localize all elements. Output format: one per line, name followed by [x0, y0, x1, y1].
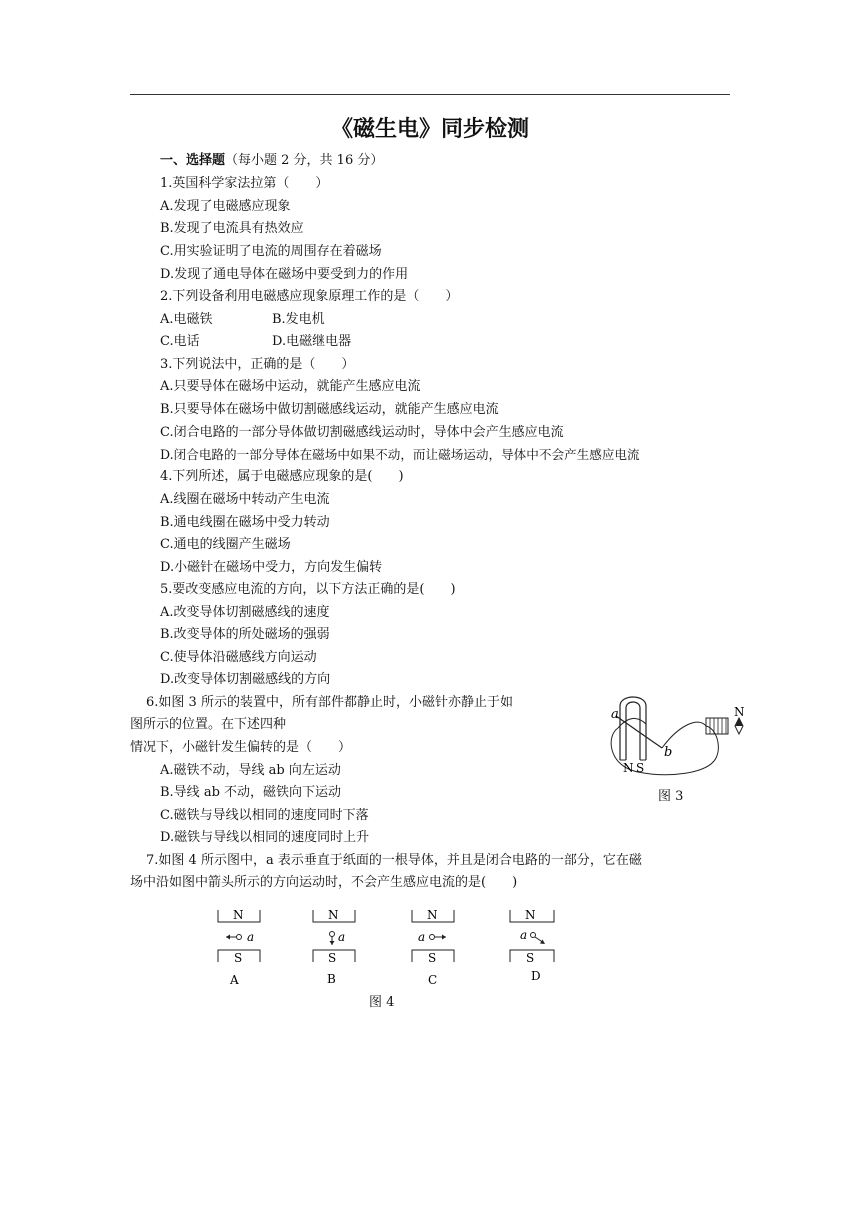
q2-option-b: B.发电机 [272, 312, 325, 327]
q1-option-b: B.发现了电流具有热效应 [160, 221, 304, 236]
fig4-a-label: A [230, 973, 239, 987]
q5-option-d: D.改变导体切割磁感线的方向 [160, 672, 331, 687]
q5-option-c: C.使导体沿磁感线方向运动 [160, 650, 317, 665]
q3-option-a: A.只要导体在磁场中运动，就能产生感应电流 [160, 379, 421, 394]
q7-stem-line2: 场中沿如图中箭头所示的方向运动时，不会产生感应电流的是( ) [130, 875, 518, 890]
q6-option-c: C.磁铁与导线以相同的速度同时下落 [160, 808, 369, 823]
fig4-a-top: N [233, 908, 244, 922]
fig4-a-conductor: a [247, 930, 255, 944]
q3-option-b: B.只要导体在磁场中做切割磁感线运动，就能产生感应电流 [160, 402, 499, 417]
q5-option-a: A.改变导体切割磁感线的速度 [160, 605, 330, 620]
fig4-panel-c [412, 908, 454, 987]
q1-option-a: A.发现了电磁感应现象 [160, 199, 291, 214]
fig4-c-bottom: S [428, 951, 437, 965]
section-title: 一、选择题 [160, 153, 226, 168]
q2-option-d: D.电磁继电器 [272, 334, 352, 349]
fig4-panel-d [510, 908, 554, 983]
figure-3-diagram [598, 686, 758, 786]
q6-option-b: B.导线 ab 不动，磁铁向下运动 [160, 785, 342, 800]
figure-4-diagram [200, 900, 580, 992]
q3-option-c: C.闭合电路的一部分导体做切割磁感线运动时，导体中会产生感应电流 [160, 425, 564, 440]
q1-stem: 1.英国科学家法拉第（ ） [160, 176, 329, 191]
q4-stem: 4.下列所述，属于电磁感应现象的是( ) [160, 469, 404, 484]
fig4-b-conductor: a [338, 930, 346, 944]
section-heading [160, 152, 383, 170]
fig4-c-conductor: a [418, 930, 426, 944]
q6-option-a: A.磁铁不动，导线 ab 向左运动 [160, 763, 341, 778]
q3-stem: 3.下列说法中，正确的是（ ） [160, 357, 355, 372]
q5-option-b: B.改变导体的所处磁场的强弱 [160, 627, 330, 642]
fig3-label-s: S [636, 761, 645, 775]
page-title: 《磁生电》同步检测 [330, 117, 529, 142]
fig4-b-bottom: S [328, 951, 337, 965]
header-rule [130, 94, 730, 95]
fig3-label-n: N [623, 761, 634, 775]
q6-stem-line2: 图所示的位置。在下述四种 [130, 717, 287, 732]
q4-option-d: D.小磁针在磁场中受力，方向发生偏转 [160, 560, 383, 575]
q6-stem-line3: 情况下，小磁针发生偏转的是（ ） [130, 740, 352, 755]
q5-stem: 5.要改变感应电流的方向，以下方法正确的是( ) [160, 582, 456, 597]
q2-option-c: C.电话 [160, 334, 200, 349]
q2-option-a: A.电磁铁 [160, 312, 213, 327]
q4-option-a: A.线圈在磁场中转动产生电流 [160, 492, 330, 507]
fig4-a-bottom: S [234, 951, 243, 965]
fig4-panel-b [313, 908, 355, 986]
fig4-d-top: N [525, 908, 536, 922]
q3-option-d: D.闭合电路的一部分导体在磁场中如果不动，而让磁场运动，导体中不会产生感应电流 [160, 447, 640, 462]
fig3-label-b: b [664, 745, 673, 760]
q7-stem-line1: 7.如图 4 所示图中，a 表示垂直于纸面的一根导体，并且是闭合电路的一部分，它在磁 [146, 853, 642, 868]
fig4-c-label: C [428, 973, 438, 987]
fig4-d-bottom: S [526, 951, 535, 965]
figure-3-caption: 图 3 [658, 789, 684, 804]
q4-option-c: C.通电的线圈产生磁场 [160, 537, 291, 552]
fig4-b-top: N [328, 908, 339, 922]
fig4-d-conductor: a [520, 928, 528, 942]
q1-option-d: D.发现了通电导体在磁场中要受到力的作用 [160, 267, 409, 282]
q4-option-b: B.通电线圈在磁场中受力转动 [160, 515, 330, 530]
q1-option-c: C.用实验证明了电流的周围存在着磁场 [160, 244, 382, 259]
fig4-c-top: N [427, 908, 438, 922]
fig4-d-label: D [531, 969, 541, 983]
fig3-label-a: a [611, 707, 619, 722]
fig4-panel-a [218, 908, 260, 987]
q6-stem-line1: 6.如图 3 所示的装置中，所有部件都静止时，小磁针亦静止于如 [146, 695, 513, 710]
q6-option-d: D.磁铁与导线以相同的速度同时上升 [160, 830, 370, 845]
section-note: （每小题 2 分，共 16 分） [225, 153, 384, 168]
fig3-needle-n: N [734, 705, 745, 719]
figure-4-caption: 图 4 [369, 995, 395, 1010]
q2-stem: 2.下列设备利用电磁感应现象原理工作的是（ ） [160, 289, 459, 304]
fig4-b-label: B [327, 972, 336, 986]
